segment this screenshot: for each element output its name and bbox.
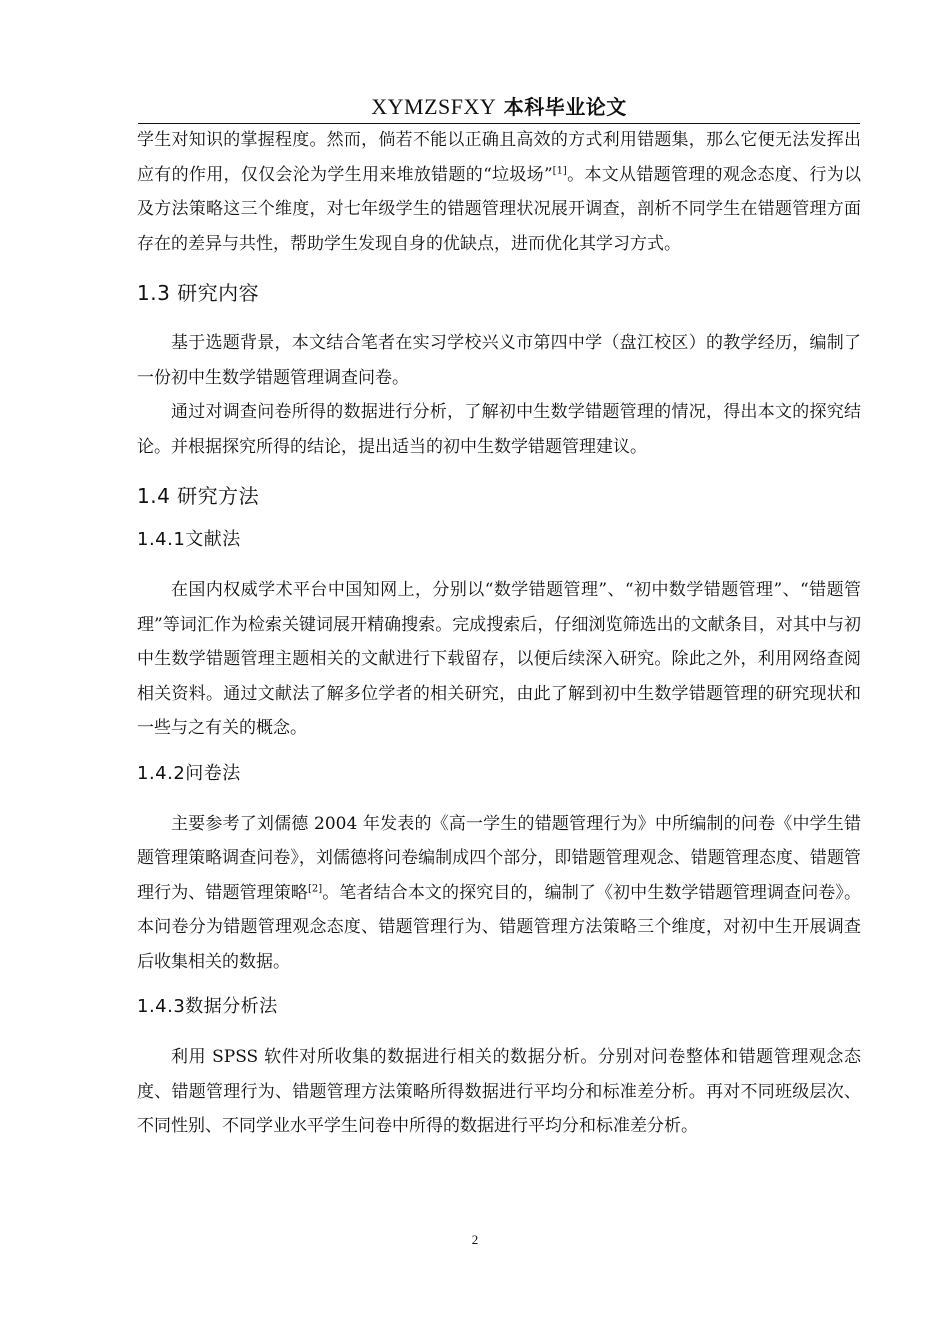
header-title: 本科毕业论文 bbox=[503, 95, 627, 119]
citation-ref: [2] bbox=[308, 882, 323, 894]
subsection-heading-1-4-2: 1.4.2问卷法 bbox=[137, 762, 241, 784]
subsection-1-4-2-paragraph: 主要参考了刘儒德 2004 年发表的《高一学生的错题管理行为》中所编制的问卷《中学生错题管理策略调查问卷》，刘儒德将问卷编制成四个部分，即错题管理观念、错题管理态度、错题管理行为、错题管理策略[2]。笔者结合本文的探究目的，编制了《初中生数学错题管理调查问卷》。本问卷分为错题管理观念态度、错题管理行为、错题管理方法策略三个维度，对初中生开展调查后收集相关的数据。 bbox=[137, 813, 861, 972]
page-number: 2 bbox=[471, 1232, 479, 1247]
section-1-3-paragraph-1: 基于选题背景，本文结合笔者在实习学校兴义市第四中学（盘江校区）的教学经历，编制了一份初中生数学错题管理调查问卷。 bbox=[137, 333, 861, 388]
subsection-1-4-1-paragraph: 在国内权威学术平台中国知网上，分别以“数学错题管理”、“初中数学错题管理”、“错题管理”等词汇作为检索关键词展开精确搜索。完成搜索后，仔细浏览筛选出的文献条目，对其中与初中生数学错题管理主题相关的文献进行下载留存，以便后续深入研究。除此之外，利用网络查阅相关资料。通过文献法了解多位学者的相关研究，由此了解到初中生数学错题管理的研究现状和一些与之有关的概念。 bbox=[137, 580, 861, 738]
section-heading-1-4: 1.4 研究方法 bbox=[137, 484, 260, 508]
page-header bbox=[138, 92, 860, 122]
section-1-3-paragraph-2: 通过对调查问卷所得的数据进行分析，了解初中生数学错题管理的情况，得出本文的探究结论。并根据探究所得的结论，提出适当的初中生数学错题管理建议。 bbox=[137, 402, 861, 457]
subsection-heading-1-4-3: 1.4.3数据分析法 bbox=[137, 996, 278, 1017]
header-prefix: XYMZSFXY bbox=[371, 94, 497, 119]
subsection-1-4-3-paragraph: 利用 SPSS 软件对所收集的数据进行相关的数据分析。分别对问卷整体和错题管理观念态度、错题管理行为、错题管理方法策略所得数据进行平均分和标准差分析。再对不同班级层次、不同性别、不同学业水平学生问卷中所得的数据进行平均分和标准差分析。 bbox=[137, 1047, 861, 1136]
page-body bbox=[137, 123, 861, 1144]
intro-paragraph: 学生对知识的掌握程度。然而，倘若不能以正确且高效的方式利用错题集，那么它便无法发挥出应有的作用，仅仅会沦为学生用来堆放错题的“垃圾场”[1]。本文从错题管理的观念态度、行为以及方法策略这三个维度，对七年级学生的错题管理状况展开调查，剖析不同学生在错题管理方面存在的差异与共性，帮助学生发现自身的优缺点，进而优化其学习方式。 bbox=[137, 130, 862, 254]
subsection-heading-1-4-1: 1.4.1文献法 bbox=[137, 529, 241, 550]
section-heading-1-3: 1.3 研究内容 bbox=[137, 281, 260, 305]
citation-ref: [1] bbox=[552, 164, 567, 176]
